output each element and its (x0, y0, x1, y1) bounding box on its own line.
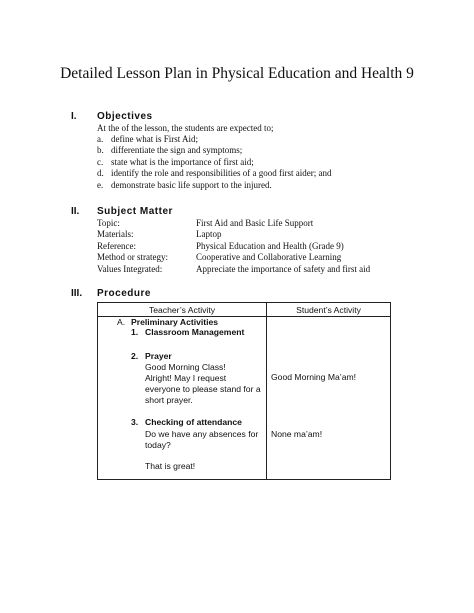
student-activity-header: Student’s Activity (267, 303, 391, 317)
table-row (97, 229, 370, 240)
subject-matter-table (97, 218, 370, 275)
list-item-letter: d. (97, 168, 104, 179)
table-row (97, 241, 370, 252)
section-procedure-header (71, 286, 151, 300)
classroom-management-heading: Classroom Management (145, 327, 245, 337)
teacher-activity-header: Teacher’s Activity (98, 303, 267, 317)
list-item (97, 145, 331, 156)
list-item (97, 157, 331, 168)
list-item (97, 180, 331, 191)
section-numeral: III. (71, 287, 83, 299)
list-item-letter: c. (97, 156, 104, 167)
teacher-line: today? (145, 440, 171, 450)
list-item-text: identify the role and responsibilities of a good first aider; and (111, 168, 332, 179)
table-row (98, 317, 391, 480)
page-title: Detailed Lesson Plan in Physical Education and Health 9 (60, 65, 414, 82)
student-response: None ma’am! (271, 429, 323, 439)
objectives-intro: At the of the lesson, the students are expected to; (97, 123, 274, 133)
section-numeral: I. (71, 110, 77, 122)
teacher-line: short prayer. (145, 395, 193, 405)
list-item-letter: e. (97, 179, 104, 190)
prayer-heading: Prayer (145, 351, 172, 361)
list-item-text: differentiate the sign and symptoms; (111, 145, 243, 156)
table-row (97, 218, 370, 229)
item-number: 1. (131, 327, 139, 337)
procedure-table (97, 302, 391, 480)
row-value: Cooperative and Collaborative Learning (196, 252, 342, 263)
teacher-line: everyone to please stand for a (145, 384, 261, 394)
row-label: Reference: (97, 240, 136, 251)
preliminary-activities-heading: Preliminary Activities (131, 317, 219, 327)
teacher-line: Good Morning Class! (145, 362, 226, 372)
section-a-letter: A. (117, 317, 126, 327)
student-activity-cell (267, 317, 391, 480)
table-header-row (98, 303, 391, 317)
section-heading: Subject Matter (97, 205, 173, 217)
table-row (97, 264, 370, 275)
list-item-text: demonstrate basic life support to the injured. (111, 179, 272, 190)
checking-attendance-heading: Checking of attendance (145, 417, 242, 427)
section-heading: Procedure (97, 287, 151, 299)
list-item-letter: b. (97, 145, 104, 156)
teacher-line: That is great! (145, 461, 196, 471)
list-item-letter: a. (97, 134, 104, 144)
section-objectives-header (71, 109, 153, 123)
list-item (97, 134, 331, 145)
item-number: 2. (131, 351, 139, 361)
row-value: Laptop (196, 229, 222, 240)
teacher-activity-cell (98, 317, 267, 480)
objectives-list (97, 134, 331, 191)
list-item-text: define what is First Aid; (111, 134, 198, 144)
row-label: Values Integrated: (97, 263, 163, 274)
section-subject-matter-header (71, 204, 173, 218)
item-number: 3. (131, 417, 139, 427)
row-value: First Aid and Basic Life Support (196, 218, 314, 228)
row-label: Method or strategy: (97, 252, 168, 263)
teacher-line: Do we have any absences for (145, 429, 259, 439)
teacher-line: Alright! May I request (145, 373, 227, 383)
row-label: Topic: (97, 218, 120, 228)
list-item (97, 168, 331, 179)
section-numeral: II. (71, 205, 80, 217)
row-value: Physical Education and Health (Grade 9) (196, 240, 344, 251)
row-value: Appreciate the importance of safety and first aid (196, 263, 371, 274)
table-row (97, 252, 370, 263)
section-heading: Objectives (97, 110, 153, 122)
list-item-text: state what is the importance of first aid; (111, 156, 254, 167)
student-response: Good Morning Ma’am! (271, 372, 357, 382)
row-label: Materials: (97, 229, 134, 240)
